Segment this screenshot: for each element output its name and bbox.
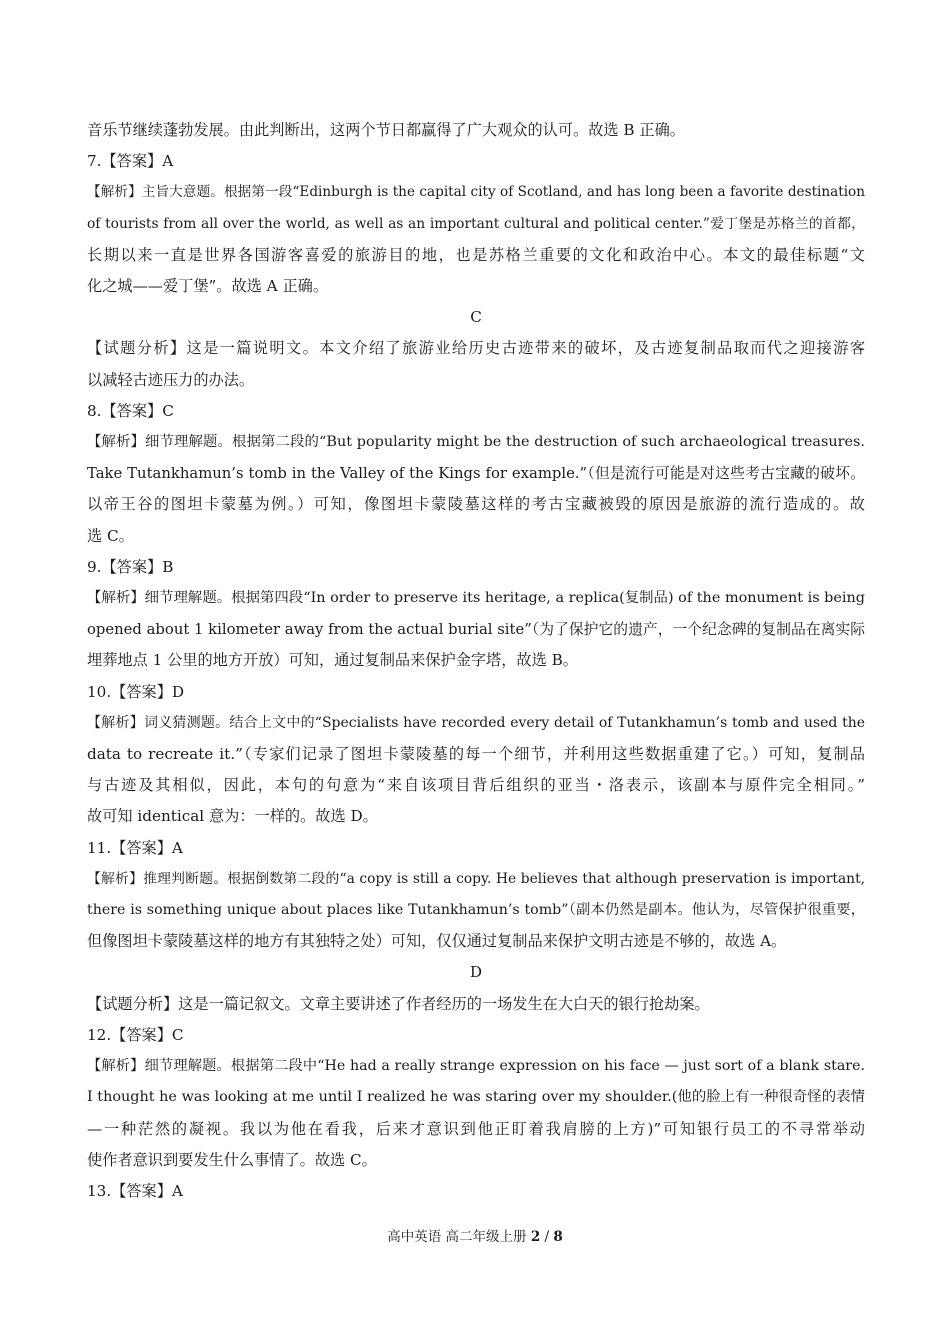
text-line: 故可知 identical 意为：一样的。故选 D。 (87, 807, 378, 826)
text-line: 但像图坦卡蒙陵墓这样的地方有其独特之处）可知，仅仅通过复制品来保护文明古迹是不够的，故选 A。 (87, 932, 787, 951)
text-line: data to recreate it.”（专家们记录了图坦卡蒙陵墓的每一个细节，并利用这些数据重建了它。）可知，复制品 (87, 745, 865, 764)
text-line: 8.【答案】C (87, 401, 174, 420)
text-line: 11.【答案】A (87, 838, 183, 857)
section-heading: D (469, 963, 483, 982)
text-line: 【试题分析】这是一篇说明文。本文介绍了旅游业给历史古迹带来的破坏，及古迹复制品取而代之迎接游客 (87, 339, 865, 358)
text-line: 【解析】词义猜测题。结合上文中的“Specialists have recorded every detail of Tutankhamun’s tomb and used the (87, 714, 865, 731)
page-number: 2 (530, 1229, 541, 1245)
text-line: 长期以来一直是世界各国游客喜爱的旅游目的地，也是苏格兰重要的文化和政治中心。本文的最佳标题“文 (87, 245, 865, 264)
text-line: 10.【答案】D (87, 682, 185, 701)
text-line: 7.【答案】A (87, 152, 174, 171)
text-line: 以帝王谷的图坦卡蒙墓为例。）可知，像图坦卡蒙陵墓这样的考古宝藏被毁的原因是旅游的流行造成的。故 (87, 495, 865, 514)
page-total: 8 (553, 1229, 563, 1245)
text-line: 【解析】推理判断题。根据倒数第二段的“a copy is still a copy. He believes that although preservation is important, (87, 870, 865, 887)
text-line: 【解析】细节理解题。根据第二段中“He had a really strange expression on his face — just sort of a blank stare. (87, 1058, 865, 1075)
document-body (87, 115, 865, 1207)
text-line: Take Tutankhamun’s tomb in the Valley of the Kings for example.”（但是流行可能是对这些考古宝藏的破坏。 (87, 465, 865, 483)
text-line: of tourists from all over the world, as well as an important cultural and political center.”爱丁堡是苏格兰的首都， (87, 215, 865, 232)
text-line: 【解析】细节理解题。根据第二段的“But popularity might be the destruction of such archaeological treasures. (87, 434, 865, 451)
text-line: 9.【答案】B (87, 557, 174, 576)
text-line: 12.【答案】C (87, 1025, 184, 1044)
text-line: 以减轻古迹压力的办法。 (87, 370, 255, 389)
text-line: I thought he was looking at me until I realized he was staring over my shoulder.(他的脸上有一种很奇怪的表情 (87, 1089, 865, 1106)
text-line: 选 C。 (87, 526, 134, 545)
text-line: 化之城——爱丁堡”。故选 A 正确。 (87, 277, 329, 296)
text-line: 【试题分析】这是一篇记叙文。文章主要讲述了作者经历的一场发生在大白天的银行抢劫案。 (87, 994, 710, 1013)
page-separator: / (540, 1229, 554, 1245)
text-line: there is something unique about places like Tutankhamun’s tomb”（副本仍然是副本。他认为，尽管保护很重要， (87, 902, 865, 919)
page-footer (0, 1227, 950, 1247)
text-line: —一种茫然的凝视。我以为他在看我，后来才意识到他正盯着我肩膀的上方)”可知银行员工的不寻常举动 (87, 1119, 865, 1138)
text-line: 音乐节继续蓬勃发展。由此判断出，这两个节日都赢得了广大观众的认可。故选 B 正确。 (87, 121, 685, 139)
text-line: 与古迹及其相似，因此，本句的句意为“来自该项目背后组织的亚当・洛表示，该副本与原件完全相同。” (87, 776, 865, 795)
text-line: 埋葬地点 1 公里的地方开放）可知，通过复制品来保护金字塔，故选 B。 (87, 651, 578, 670)
text-line: 【解析】主旨大意题。根据第一段“Edinburgh is the capital city of Scotland, and has long been a favorite destination (87, 184, 865, 201)
footer-label: 高中英语 高二年级上册 (387, 1229, 531, 1245)
text-line: 【解析】细节理解题。根据第四段“In order to preserve its heritage, a replica(复制品) of the monument is being (87, 590, 865, 607)
text-line: 13.【答案】A (87, 1181, 183, 1200)
text-line: opened about 1 kilometer away from the actual burial site”（为了保护它的遗产，一个纪念碑的复制品在离实际 (87, 621, 865, 639)
text-line: 使作者意识到要发生什么事情了。故选 C。 (87, 1150, 377, 1169)
section-heading: C (470, 308, 482, 327)
